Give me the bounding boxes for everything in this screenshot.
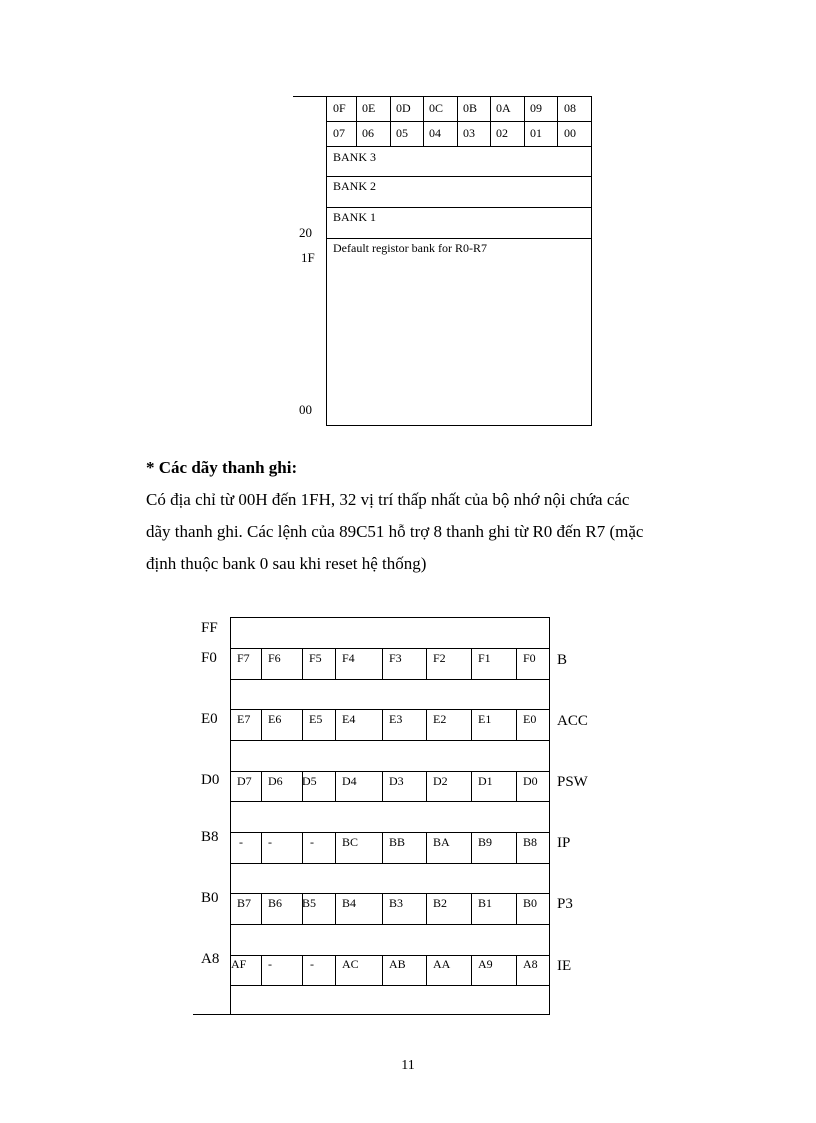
- d2-vline: [471, 709, 472, 740]
- address-label: 00: [299, 402, 312, 417]
- bit-address-cell: 0E: [362, 101, 376, 115]
- bit-address-cell: 08: [564, 101, 576, 115]
- d2-vline: [261, 709, 262, 740]
- d2-vline: [471, 893, 472, 924]
- bit-address-cell: 03: [463, 126, 475, 140]
- row-address-label: B0: [201, 890, 219, 906]
- bit-cell: D5: [302, 774, 317, 788]
- d2-vline: [426, 893, 427, 924]
- bit-cell: E5: [309, 712, 323, 726]
- bit-cell: E2: [433, 712, 447, 726]
- d1-hline: [326, 207, 592, 208]
- bit-cell: F7: [237, 651, 250, 665]
- d2-hline: [230, 924, 550, 925]
- d2-hline: [230, 801, 550, 802]
- bit-cell: F4: [342, 651, 355, 665]
- bit-cell: E4: [342, 712, 356, 726]
- bit-cell: F1: [478, 651, 491, 665]
- bit-cell: B1: [478, 896, 493, 910]
- d1-top-border: [293, 96, 592, 97]
- page-number: 11: [401, 1058, 415, 1073]
- bit-address-cell: 0C: [429, 101, 444, 115]
- d2-hline: [230, 985, 550, 986]
- register-name-label: IP: [557, 835, 571, 851]
- d2-vline: [426, 955, 427, 985]
- d2-vline: [382, 955, 383, 985]
- bit-cell: B5: [302, 896, 317, 910]
- d1-bottom-border: [326, 425, 592, 426]
- d1-hline: [326, 146, 592, 147]
- bit-address-cell: 04: [429, 126, 441, 140]
- d2-vline: [382, 648, 383, 679]
- d2-hline: [230, 832, 550, 833]
- bit-cell: D0: [523, 774, 538, 788]
- d2-vline: [516, 648, 517, 679]
- address-label: 20: [299, 225, 312, 240]
- d2-bottom-border: [193, 1014, 550, 1015]
- d2-vline: [261, 893, 262, 924]
- d2-vline: [426, 771, 427, 801]
- bit-cell: AA: [433, 957, 451, 971]
- bit-cell: B7: [237, 896, 252, 910]
- d2-vline: [302, 648, 303, 679]
- bit-address-cell: 0A: [496, 101, 511, 115]
- bit-cell: F0: [523, 651, 536, 665]
- d2-hline: [230, 893, 550, 894]
- d2-hline: [230, 771, 550, 772]
- address-label: 1F: [301, 250, 315, 265]
- bit-cell: D4: [342, 774, 357, 788]
- d2-vline: [335, 955, 336, 985]
- d2-vline: [302, 832, 303, 863]
- d2-hline: [230, 709, 550, 710]
- bit-cell: B8: [523, 835, 538, 849]
- bit-cell: -: [268, 835, 272, 849]
- bit-address-cell: 07: [333, 126, 345, 140]
- d2-vline: [426, 832, 427, 863]
- d1-hline: [326, 176, 592, 177]
- d1-vline: [490, 96, 491, 146]
- row-address-label: D0: [201, 772, 220, 788]
- bit-address-cell: 00: [564, 126, 576, 140]
- register-name-label: P3: [557, 896, 573, 912]
- d2-vline: [335, 893, 336, 924]
- register-name-label: IE: [557, 958, 572, 974]
- d2-vline: [261, 771, 262, 801]
- bit-address-cell: 05: [396, 126, 408, 140]
- d2-vline: [426, 709, 427, 740]
- d2-vline: [382, 893, 383, 924]
- register-name-label: B: [557, 652, 568, 668]
- bit-cell: B0: [523, 896, 538, 910]
- bit-cell: -: [310, 957, 314, 971]
- bit-cell: D2: [433, 774, 448, 788]
- d2-vline: [516, 771, 517, 801]
- bit-cell: -: [268, 957, 272, 971]
- d2-hline: [230, 679, 550, 680]
- bit-cell: E6: [268, 712, 282, 726]
- d1-vline: [557, 96, 558, 146]
- d2-vline: [335, 709, 336, 740]
- bit-cell: D7: [237, 774, 252, 788]
- bit-cell: D3: [389, 774, 404, 788]
- bit-cell: E7: [237, 712, 251, 726]
- d2-vline: [516, 832, 517, 863]
- bit-address-cell: 02: [496, 126, 508, 140]
- row-address-label: F0: [201, 650, 217, 666]
- bit-cell: -: [239, 835, 243, 849]
- d2-vline: [471, 955, 472, 985]
- bit-cell: AF: [231, 957, 247, 971]
- row-address-label: B8: [201, 829, 219, 845]
- d2-vline: [471, 832, 472, 863]
- d2-hline: [230, 740, 550, 741]
- paragraph-line: dãy thanh ghi. Các lệnh của 89C51 hỗ trợ 8 thanh ghi từ R0 đến R7 (mặc: [146, 522, 644, 541]
- bit-cell: BC: [342, 835, 359, 849]
- bank-2-label: BANK 2: [333, 179, 377, 193]
- d2-vline: [261, 648, 262, 679]
- bit-cell: A8: [523, 957, 538, 971]
- row-address-label: E0: [201, 711, 218, 727]
- register-name-label: PSW: [557, 774, 588, 790]
- bit-cell: E0: [523, 712, 537, 726]
- d2-vline: [516, 955, 517, 985]
- d2-vline: [471, 771, 472, 801]
- d2-top-border: [230, 617, 550, 618]
- d1-vline: [457, 96, 458, 146]
- d2-vline: [335, 648, 336, 679]
- d2-vline: [302, 955, 303, 985]
- bit-cell: BA: [433, 835, 450, 849]
- bit-cell: F3: [389, 651, 402, 665]
- d2-vline: [261, 955, 262, 985]
- d2-vline: [382, 832, 383, 863]
- d1-vline: [423, 96, 424, 146]
- d2-vline: [261, 832, 262, 863]
- bit-cell: A9: [478, 957, 493, 971]
- bit-cell: B2: [433, 896, 448, 910]
- d1-vline: [356, 96, 357, 146]
- bit-address-cell: 0F: [333, 101, 346, 115]
- bit-cell: B6: [268, 896, 283, 910]
- bit-address-cell: 0B: [463, 101, 478, 115]
- bit-cell: B9: [478, 835, 493, 849]
- bit-address-cell: 09: [530, 101, 542, 115]
- bit-cell: D6: [268, 774, 283, 788]
- bit-cell: D1: [478, 774, 493, 788]
- register-name-label: ACC: [557, 713, 588, 729]
- d2-vline: [471, 648, 472, 679]
- bit-cell: F2: [433, 651, 446, 665]
- d2-vline: [302, 709, 303, 740]
- bit-address-cell: 01: [530, 126, 542, 140]
- bank-1-label: BANK 1: [333, 210, 377, 224]
- paragraph-line: định thuộc bank 0 sau khi reset hệ thống): [146, 554, 427, 573]
- bit-cell: E3: [389, 712, 403, 726]
- bit-cell: F5: [309, 651, 322, 665]
- default-bank-label: Default registor bank for R0-R7: [333, 241, 487, 255]
- d1-vline: [390, 96, 391, 146]
- d2-vline: [382, 771, 383, 801]
- d2-vline: [516, 893, 517, 924]
- d2-vline: [426, 648, 427, 679]
- d2-hline: [230, 863, 550, 864]
- bit-cell: AB: [389, 957, 406, 971]
- d2-vline: [382, 709, 383, 740]
- d1-hline: [326, 121, 592, 122]
- section-heading: * Các dãy thanh ghi:: [146, 458, 298, 477]
- bit-cell: AC: [342, 957, 359, 971]
- paragraph-line: Có địa chỉ từ 00H đến 1FH, 32 vị trí thấp nhất của bộ nhớ nội chứa các: [146, 490, 630, 509]
- bit-cell: BB: [389, 835, 406, 849]
- bit-cell: -: [310, 835, 314, 849]
- d1-vline: [524, 96, 525, 146]
- bit-cell: E1: [478, 712, 492, 726]
- d2-hline: [230, 955, 550, 956]
- d2-vline: [335, 771, 336, 801]
- bit-cell: F6: [268, 651, 281, 665]
- d1-hline: [326, 238, 592, 239]
- bit-address-cell: 0D: [396, 101, 411, 115]
- bit-cell: B3: [389, 896, 404, 910]
- bit-address-cell: 06: [362, 126, 374, 140]
- d2-hline: [230, 648, 550, 649]
- bit-cell: B4: [342, 896, 357, 910]
- d2-vline: [335, 832, 336, 863]
- bank-3-label: BANK 3: [333, 150, 377, 164]
- row-address-label: A8: [201, 951, 220, 967]
- address-label: FF: [201, 620, 218, 636]
- d2-vline: [516, 709, 517, 740]
